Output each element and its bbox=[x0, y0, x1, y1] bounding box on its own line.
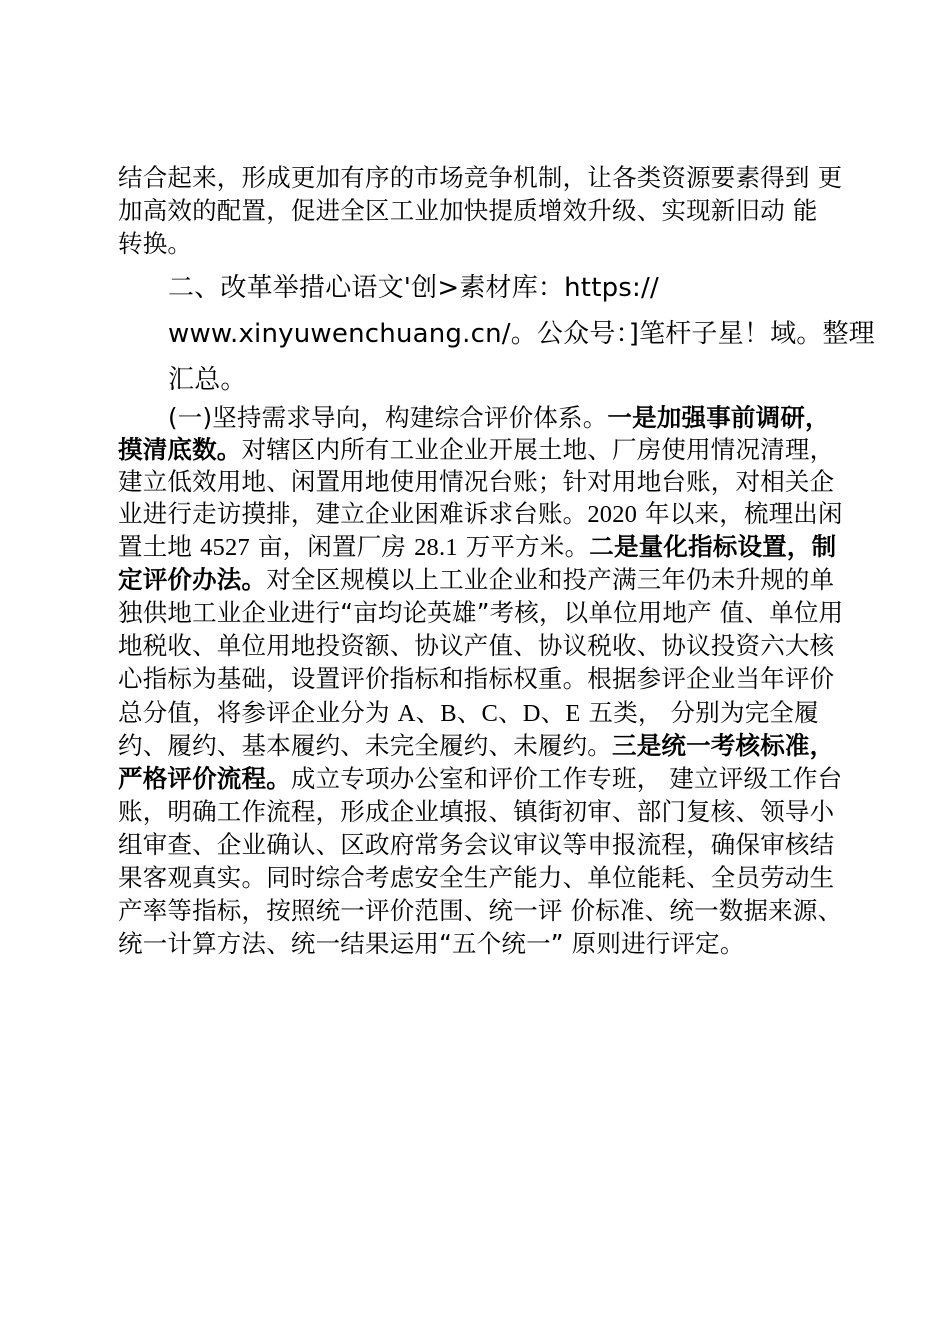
text-run: www.xinyuwenchuang.cn/。公众号：]笔杆子星！域。整理 bbox=[168, 319, 875, 349]
text-run: 地税收、单位用地投资额、协议产值、协议税收、协议投资六大核 bbox=[118, 631, 835, 660]
text-run: 对全区规模以上工业企业和投产满三年仍未升规的单 bbox=[266, 565, 835, 594]
paragraph-line bbox=[118, 763, 842, 795]
text-run: 对辖区内所有工业企业开展土地、厂房使用情况清理， bbox=[241, 435, 835, 464]
text-run: 转换。 bbox=[118, 229, 193, 258]
bold-point: 定评价办法。 bbox=[118, 565, 267, 594]
bold-point: 一是加强事前调研， bbox=[607, 403, 830, 432]
text-run: 果客观真实。同时综合考虑安全生产能力、单位能耗、全员劳动生 bbox=[118, 863, 835, 892]
text-run: 加高效的配置，促进全区工业加快提质增效升级、实现新旧动 能 bbox=[118, 196, 818, 225]
text-run: 独供地工业企业进行“亩均论英雄”考核，以单位用地产 值、单位用 bbox=[118, 598, 844, 627]
paragraph-line bbox=[118, 663, 834, 695]
text-run: 业进行走访摸排，建立企业困难诉求台账。 bbox=[118, 499, 588, 528]
text-run: 产率等指标，按照统一评价范围、统一评 价标准、统一数据来源、 bbox=[118, 896, 843, 925]
paragraph-line bbox=[118, 564, 834, 596]
text-run: 组审查、企业确认、区政府常务会议审议等申报流程，确保审核结 bbox=[118, 830, 835, 859]
paragraph-line bbox=[118, 531, 836, 564]
text-run: 万平方米。 bbox=[457, 532, 590, 561]
text-run: 二、改革举措心语文'创>素材库：https:// bbox=[168, 273, 659, 303]
text-run: 心指标为基础，设置评价指标和指标权重。根据参评企业当年评价 bbox=[118, 664, 835, 693]
paragraph-line bbox=[118, 434, 834, 466]
paragraph-line bbox=[168, 402, 830, 434]
grade-letters: A、B、C、D、E bbox=[397, 700, 581, 727]
paragraph-line bbox=[118, 597, 843, 629]
paragraph-line bbox=[118, 195, 818, 227]
paragraph-line bbox=[118, 730, 834, 762]
text-run: 成立专项办公室和评价工作专班， 建立评级工作台 bbox=[290, 764, 843, 793]
bold-point: 摸清底数。 bbox=[118, 435, 242, 464]
paragraph-line bbox=[118, 862, 834, 894]
number: 28.1 bbox=[414, 534, 458, 561]
section-heading-line bbox=[168, 362, 247, 398]
bold-point: 三是统一考核标准， bbox=[612, 731, 835, 760]
paragraph-line bbox=[118, 697, 819, 730]
paragraph-line bbox=[118, 228, 192, 260]
text-run: 结合起来，形成更加有序的市场竞争机制，让各类资源要素得到 更 bbox=[118, 163, 843, 192]
paragraph-line bbox=[118, 796, 834, 828]
bold-point: 严格评价流程。 bbox=[118, 764, 291, 793]
text-run: 年以来，梳理出闲 bbox=[637, 499, 843, 528]
subsection-title: (一)坚持需求导向，构建综合评价体系。 bbox=[168, 403, 608, 432]
section-heading bbox=[168, 270, 659, 306]
text-run: 汇总。 bbox=[168, 365, 247, 395]
paragraph-line bbox=[118, 928, 745, 960]
text-run: 建立低效用地、闲置用地使用情况台账；针对用地台账，对相关企 bbox=[118, 467, 835, 496]
paragraph-line bbox=[118, 498, 843, 531]
text-run: 亩，闲置厂房 bbox=[249, 532, 415, 561]
text-run: 约、履约、基本履约、未完全履约、未履约。 bbox=[118, 731, 612, 760]
paragraph-line bbox=[118, 466, 834, 498]
paragraph-line bbox=[118, 162, 842, 194]
text-run: 统一计算方法、统一结果运用“五个统一” 原则进行评定。 bbox=[118, 929, 745, 958]
text-run: 账，明确工作流程，形成企业填报、镇街初审、部门复核、领导小 bbox=[118, 797, 835, 826]
paragraph-line bbox=[118, 630, 834, 662]
section-heading-line bbox=[168, 316, 875, 352]
text-run: 五类， 分别为完全履 bbox=[580, 698, 819, 727]
number: 4527 bbox=[200, 534, 250, 561]
paragraph-line bbox=[118, 829, 834, 861]
text-run: 置土地 bbox=[118, 532, 201, 561]
number: 2020 bbox=[587, 501, 638, 528]
text-run: 总分值，将参评企业分为 bbox=[118, 698, 398, 727]
bold-point: 二是量化指标设置，制 bbox=[589, 532, 837, 561]
paragraph-line bbox=[118, 895, 842, 927]
